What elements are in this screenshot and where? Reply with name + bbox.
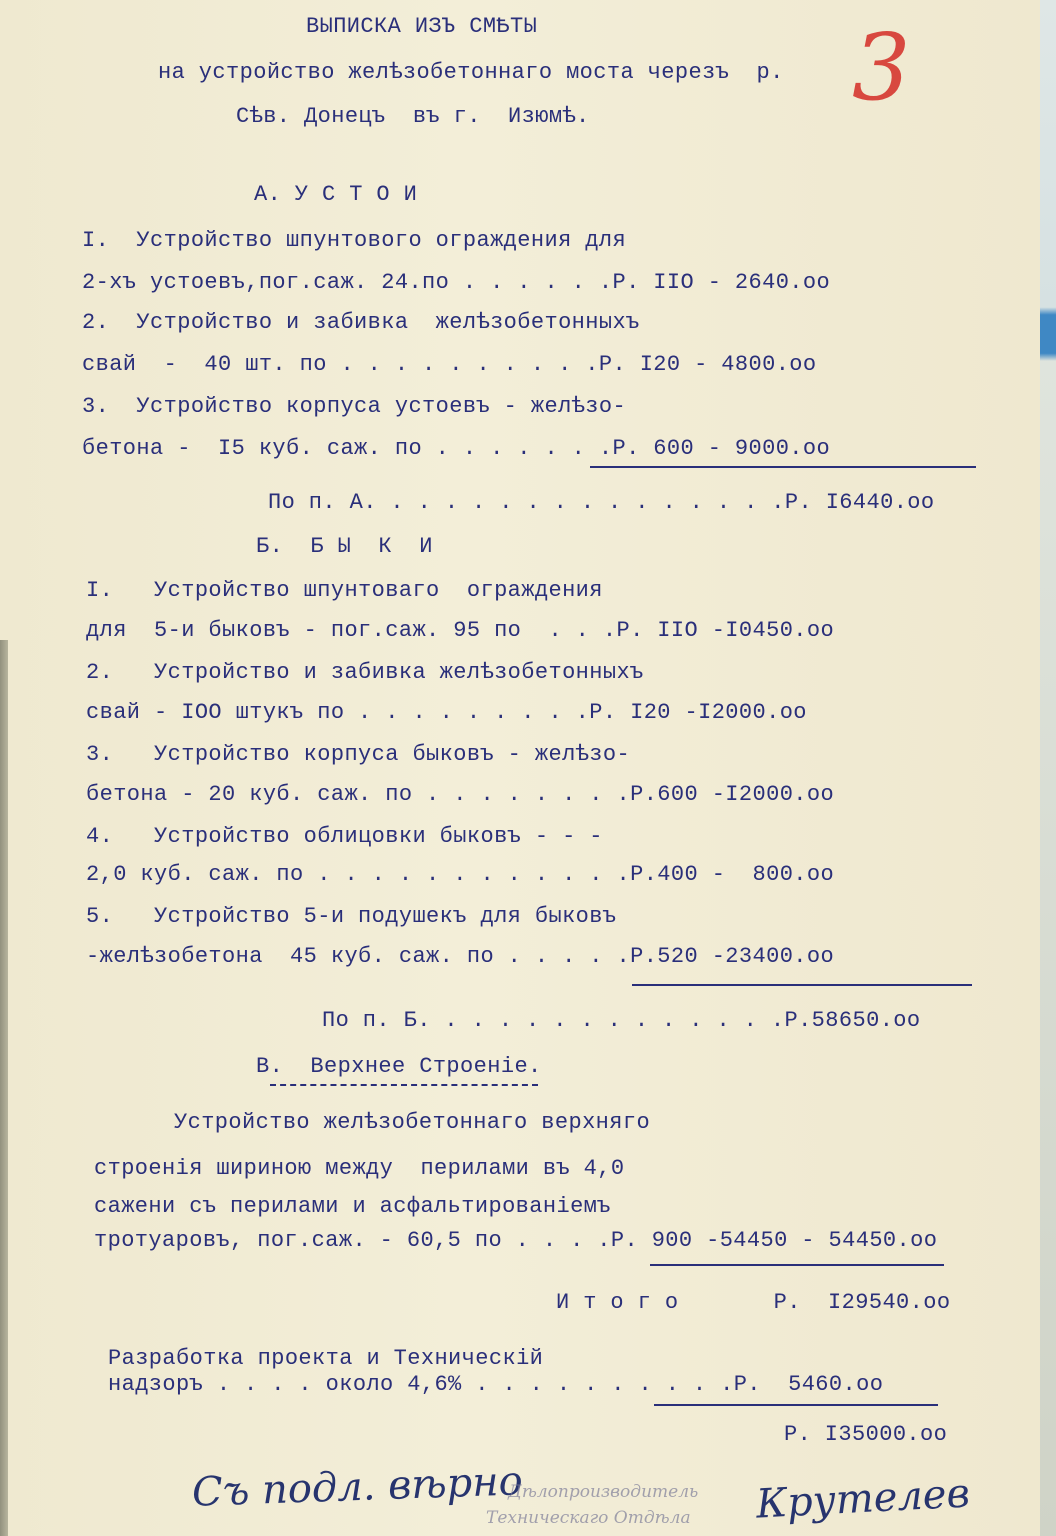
section-a-item-2-description: 2. Устройство и забивка желѣзобетонныхъ [82, 310, 640, 335]
design-line-2: надзоръ . . . . около 4,6% . . . . . . . . . .Р. 5460.oo [108, 1372, 884, 1397]
section-v-heading: В. Верхнее Строенiе. [256, 1054, 542, 1079]
section-b-item-5-amount: -желѣзобетона 45 куб. саж. по . . . . .Р.520 -23400.oo [86, 944, 835, 969]
document-title: ВЫПИСКА ИЗЪ СМѢТЫ [306, 14, 538, 39]
section-b-item-4-amount: 2,0 куб. саж. по . . . . . . . . . . . .Р.400 - 800.oo [86, 862, 835, 887]
section-b-sum-rule [632, 984, 972, 986]
section-b-item-3-description: 3. Устройство корпуса быковъ - желѣзо- [86, 742, 631, 767]
background-edge-left [0, 640, 8, 1536]
page-number: 3 [852, 14, 911, 121]
section-v-sum-rule [650, 1264, 944, 1266]
signature-official: Крутелев [754, 1470, 971, 1528]
background-edge-right [1040, 0, 1056, 1536]
document-subtitle-line-1: на устройство желѣзобетоннаго моста черезъ р. [158, 60, 784, 85]
section-a-sum-rule [590, 466, 976, 468]
section-b-item-2-description: 2. Устройство и забивка желѣзобетонныхъ [86, 660, 644, 685]
section-v-line-1: Устройство желѣзобетоннаго верхняго [174, 1110, 651, 1135]
section-b-item-5-description: 5. Устройство 5-и подушекъ для быковъ [86, 904, 617, 929]
section-a-item-3-amount: бетона - I5 куб. саж. по . . . . . . .Р. 600 - 9000.oo [82, 436, 831, 461]
signature-certified-copy: Съ подл. вѣрно [191, 1458, 524, 1516]
section-b-item-1-amount: для 5-и быковъ - пог.саж. 95 по . . .Р. IIO -I0450.oo [86, 618, 835, 643]
section-v-line-3: сажени съ перилами и асфальтированiемъ [94, 1194, 611, 1219]
stamp-line-2: Техническаго Отдѣла [486, 1508, 691, 1528]
design-sum-rule [654, 1404, 938, 1406]
section-b-item-1-description: I. Устройство шпунтоваго ограждения [86, 578, 603, 603]
section-b-item-4-description: 4. Устройство облицовки быковъ - - - [86, 824, 603, 849]
section-b-heading: Б. Б Ы К И [256, 534, 433, 559]
section-a-item-2-amount: свай - 40 шт. по . . . . . . . . . .Р. I20 - 4800.oo [82, 352, 817, 377]
section-b-subtotal: По п. Б. . . . . . . . . . . . . .Р.58650.oo [322, 1008, 921, 1033]
section-b-item-3-amount: бетона - 20 куб. саж. по . . . . . . . .Р.600 -I2000.oo [86, 782, 835, 807]
section-v-line-4: тротуаровъ, пог.саж. - 60,5 по . . . .Р. 900 -54450 - 54450.oo [94, 1228, 938, 1253]
section-a-heading: А. У С Т О И [254, 182, 418, 207]
stamp-line-1: Дѣлопроизводитель [508, 1482, 699, 1502]
section-a-item-1-description: I. Устройство шпунтового ограждения для [82, 228, 627, 253]
grand-total: Р. I35000.oo [784, 1422, 948, 1447]
total-line: И т о г о Р. I29540.oo [556, 1290, 951, 1315]
section-v-line-2: строенiя шириною между перилами въ 4,0 [94, 1156, 625, 1181]
section-a-item-3-description: 3. Устройство корпуса устоевъ - желѣзо- [82, 394, 627, 419]
section-a-subtotal: По п. А. . . . . . . . . . . . . . . .Р. I6440.oo [268, 490, 935, 515]
document-subtitle-line-2: Сѣв. Донецъ въ г. Изюмѣ. [236, 104, 590, 129]
section-b-item-2-amount: свай - IOO штукъ по . . . . . . . . .Р. I20 -I2000.oo [86, 700, 807, 725]
section-v-heading-underline [270, 1084, 538, 1086]
design-line-1: Разработка проекта и Техническiй [108, 1346, 544, 1371]
section-a-item-1-amount: 2-хъ устоевъ,пог.саж. 24.по . . . . . .Р. IIO - 2640.oo [82, 270, 831, 295]
